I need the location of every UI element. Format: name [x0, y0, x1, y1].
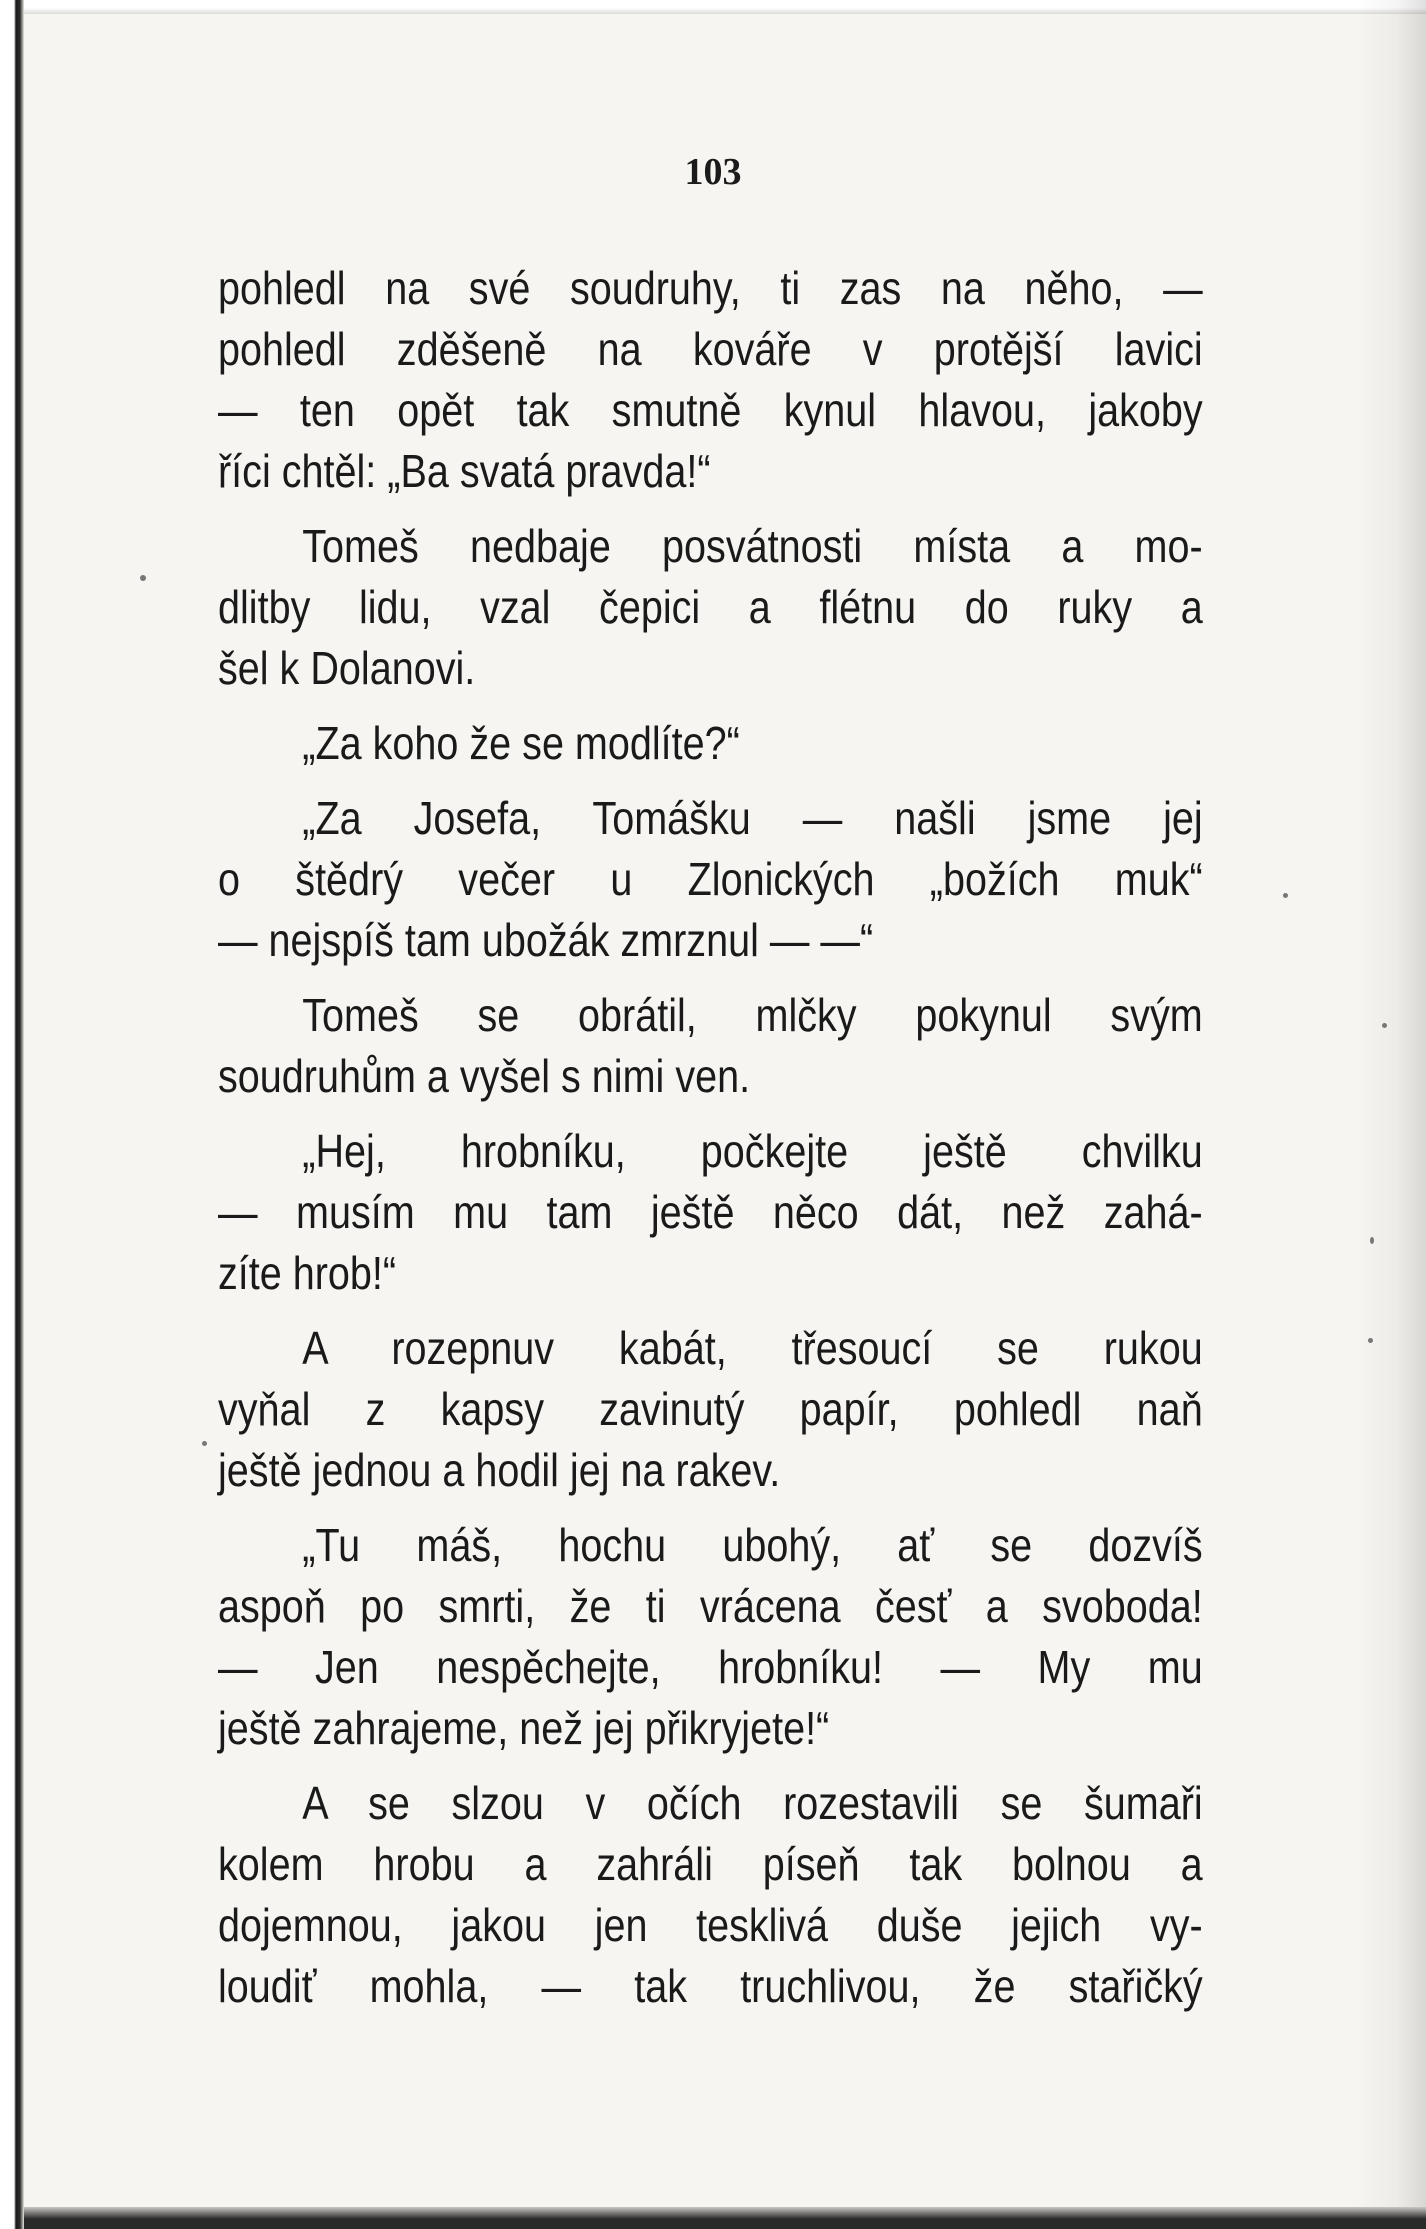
text-line: — musím mu tam ještě něco dát, než zahá- [218, 1186, 1203, 1238]
text-line: ještě zahrajeme, než jej přikryjete!“ [218, 1702, 830, 1754]
text-line: — ten opět tak smutně kynul hlavou, jakoby [218, 384, 1203, 436]
text-line: pohledl na své soudruhy, ti zas na něho, — [218, 262, 1203, 314]
text-line: říci chtěl: „Ba svatá pravda!“ [218, 445, 711, 497]
text-line: loudiť mohla, — tak truchlivou, že stařičký [218, 1960, 1203, 2012]
text-line: — Jen nespěchejte, hrobníku! — My mu [218, 1641, 1203, 1693]
ink-speck [1370, 1237, 1374, 1244]
ink-speck [202, 1441, 207, 1446]
text-line: „Hej, hrobníku, počkejte ještě chvilku [302, 1125, 1203, 1177]
text-line: zíte hrob!“ [218, 1247, 397, 1299]
text-line: ještě jednou a hodil jej na rakev. [218, 1444, 781, 1496]
text-line: „Tu máš, hochu ubohý, ať se dozvíš [302, 1519, 1203, 1571]
text-line: „Za koho že se modlíte?“ [302, 717, 740, 769]
text-line: vyňal z kapsy zavinutý papír, pohledl naň [218, 1383, 1203, 1435]
page-number: 103 [684, 151, 742, 193]
text-line: šel k Dolanovi. [218, 642, 476, 694]
page-top-edge [24, 0, 1426, 14]
ink-speck [1368, 1338, 1373, 1343]
text-line: aspoň po smrti, že ti vrácena česť a svoboda! [218, 1580, 1203, 1632]
ink-speck [140, 575, 146, 581]
text-line: dlitby lidu, vzal čepici a flétnu do ruky a [218, 581, 1203, 633]
text-line: o štědrý večer u Zlonických „božích muk“ [218, 853, 1203, 905]
text-line: „Za Josefa, Tomášku — našli jsme jej [302, 792, 1203, 844]
text-line: Tomeš nedbaje posvátnosti místa a mo- [302, 520, 1203, 572]
text-line: A se slzou v očích rozestavili se šumaři [302, 1777, 1203, 1829]
page-bottom-edge [24, 2207, 1426, 2229]
text-line: Tomeš se obrátil, mlčky pokynul svým [302, 989, 1203, 1041]
text-line: A rozepnuv kabát, třesoucí se rukou [302, 1322, 1203, 1374]
ink-speck [1382, 1023, 1387, 1028]
text-line: soudruhům a vyšel s nimi ven. [218, 1050, 751, 1102]
text-line: kolem hrobu a zahráli píseň tak bolnou a [218, 1838, 1203, 1890]
page-gutter-shadow [1356, 0, 1426, 2229]
page-left-edge [0, 0, 24, 2229]
text-line: — nejspíš tam ubožák zmrznul — —“ [218, 914, 874, 966]
text-line: dojemnou, jakou jen tesklivá duše jejich vy- [218, 1899, 1203, 1951]
body-text [218, 258, 1203, 2017]
ink-speck [1283, 893, 1288, 898]
text-line: pohledl zděšeně na kováře v protější lavici [218, 323, 1203, 375]
